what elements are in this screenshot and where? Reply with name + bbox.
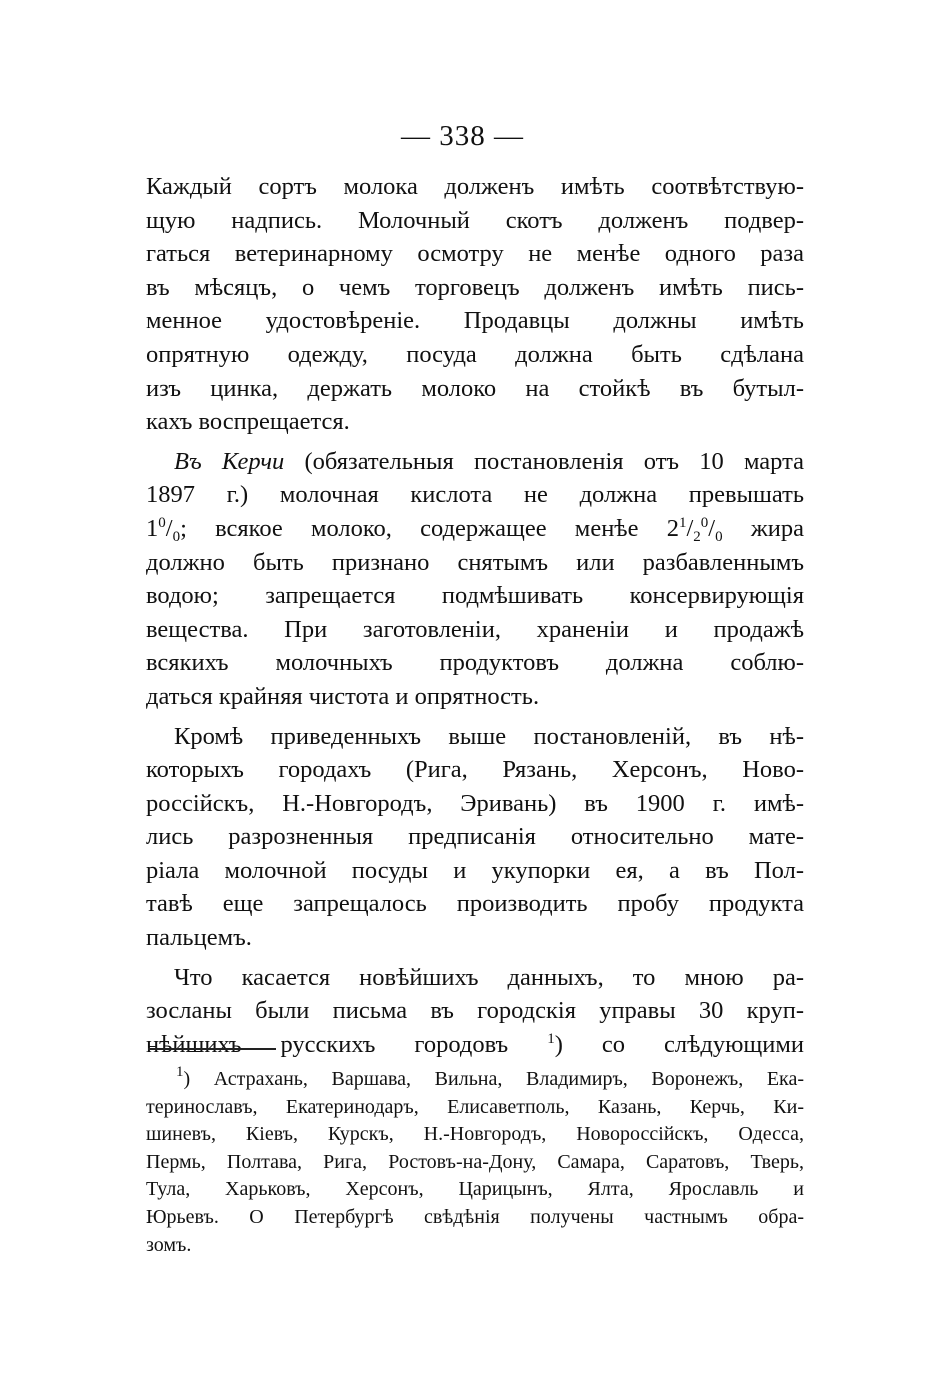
text-line [146, 445, 804, 479]
text-line: водою; запрещается подмѣшивать консервирующія [146, 582, 804, 610]
text-line: которыхъ городахъ (Рига, Рязань, Херсонъ, Ново- [146, 756, 804, 784]
paragraph-3 [146, 720, 804, 955]
footnote-line: Юрьевъ. О Петербургѣ свѣдѣнія получены частнымъ обра- [146, 1205, 804, 1228]
text-line [146, 512, 804, 546]
text-fragment: (обязательныя постановленія отъ 10 марта [284, 447, 804, 475]
fraction-numerator: 1 [678, 514, 687, 531]
text-fragment: ) Астрахань, Варшава, Вильна, Владимиръ, Воронежъ, Ека- [183, 1068, 804, 1090]
footnote-line: шиневъ, Кіевъ, Курскъ, Н.-Новгородъ, Новороссійскъ, Одесса, [146, 1123, 804, 1146]
text-line: зосланы были письма въ городскія управы 30 круп- [146, 997, 804, 1025]
text-line: щую надпись. Молочный скотъ долженъ подвер- [146, 206, 804, 234]
text-line: Каждый сортъ молока долженъ имѣть соотвѣтствую- [146, 173, 804, 200]
body-text [146, 170, 804, 1061]
text-line: даться крайняя чистота и опрятность. [146, 682, 540, 710]
paragraph-1 [146, 170, 804, 439]
city-name-italic: Въ Керчи [174, 447, 285, 475]
text-line: ріала молочной посуды и укупорки ея, а въ Пол- [146, 856, 804, 884]
text-line: опрятную одежду, посуда должна быть сдѣлана [146, 340, 804, 368]
text-fragment: нѣйшихъ русскихъ городовъ [146, 1030, 548, 1058]
text-line: 1897 г.) молочная кислота не должна превышать [146, 481, 804, 509]
text-line: въ мѣсяцъ, о чемъ торговецъ долженъ имѣть пись- [146, 273, 804, 301]
percent-slash: / [165, 514, 173, 542]
percent-sup: 0 [158, 514, 166, 531]
percent-sup: 0 [700, 514, 709, 531]
percent-sub: 0 [715, 528, 723, 545]
fraction-denominator: 2 [693, 528, 701, 545]
text-line: гаться ветеринарному осмотру не менѣе одного раза [146, 240, 804, 268]
paragraph-4 [146, 961, 804, 1062]
text-line: лись разрозненныя предписанія относительно мате- [146, 823, 804, 851]
text-line: кахъ воспрещается. [146, 408, 350, 436]
footnote-line: Пермь, Полтава, Рига, Ростовъ-на-Дону, Самара, Саратовъ, Тверь, [146, 1150, 804, 1173]
text-line: пальцемъ. [146, 924, 252, 952]
paragraph-kerch [146, 445, 804, 714]
text-line: Кромѣ приведенныхъ выше постановленій, въ нѣ- [174, 722, 804, 750]
text-fragment: 1 [146, 514, 159, 542]
footnote-divider [148, 1048, 276, 1050]
page-number: — 338 — [401, 120, 524, 152]
text-line: должно быть признано снятымъ или разбавленнымъ [146, 548, 804, 576]
footnote-marker: 1 [176, 1064, 184, 1080]
text-line [146, 1028, 804, 1062]
text-line: вещества. При заготовленіи, храненіи и продажѣ [146, 615, 804, 643]
text-line: менное удостовѣреніе. Продавцы должны имѣть [146, 307, 804, 335]
text-line: всякихъ молочныхъ продуктовъ должна соблю- [146, 649, 804, 677]
text-fragment: жира [722, 514, 804, 542]
text-line: изъ цинка, держать молоко на стойкѣ въ бутыл- [146, 374, 804, 402]
footnote [146, 1066, 804, 1259]
text-line: россійскъ, Н.-Новгородъ, Эривань) въ 1900 г. имѣ- [146, 789, 804, 817]
text-line: тавѣ еще запрещалось производить пробу продукта [146, 890, 804, 918]
fraction-slash: / [686, 514, 694, 542]
text-fragment: ) со слѣдующими [554, 1030, 804, 1058]
footnote-line [146, 1066, 804, 1094]
percent-sub: 0 [172, 528, 181, 545]
footnote-line: зомъ. [146, 1233, 192, 1256]
text-fragment: ; всякое молоко, содержащее менѣе 2 [180, 514, 679, 542]
percent-slash: / [708, 514, 716, 542]
footnote-reference: 1 [547, 1030, 555, 1047]
footnote-line: Тула, Харьковъ, Херсонъ, Царицынъ, Ялта, Ярославль и [146, 1178, 804, 1201]
text-line: Что касается новѣйшихъ данныхъ, то мною ра- [174, 963, 804, 991]
footnote-line: теринославъ, Екатеринодаръ, Елисаветполь, Казань, Керчь, Ки- [146, 1095, 804, 1118]
